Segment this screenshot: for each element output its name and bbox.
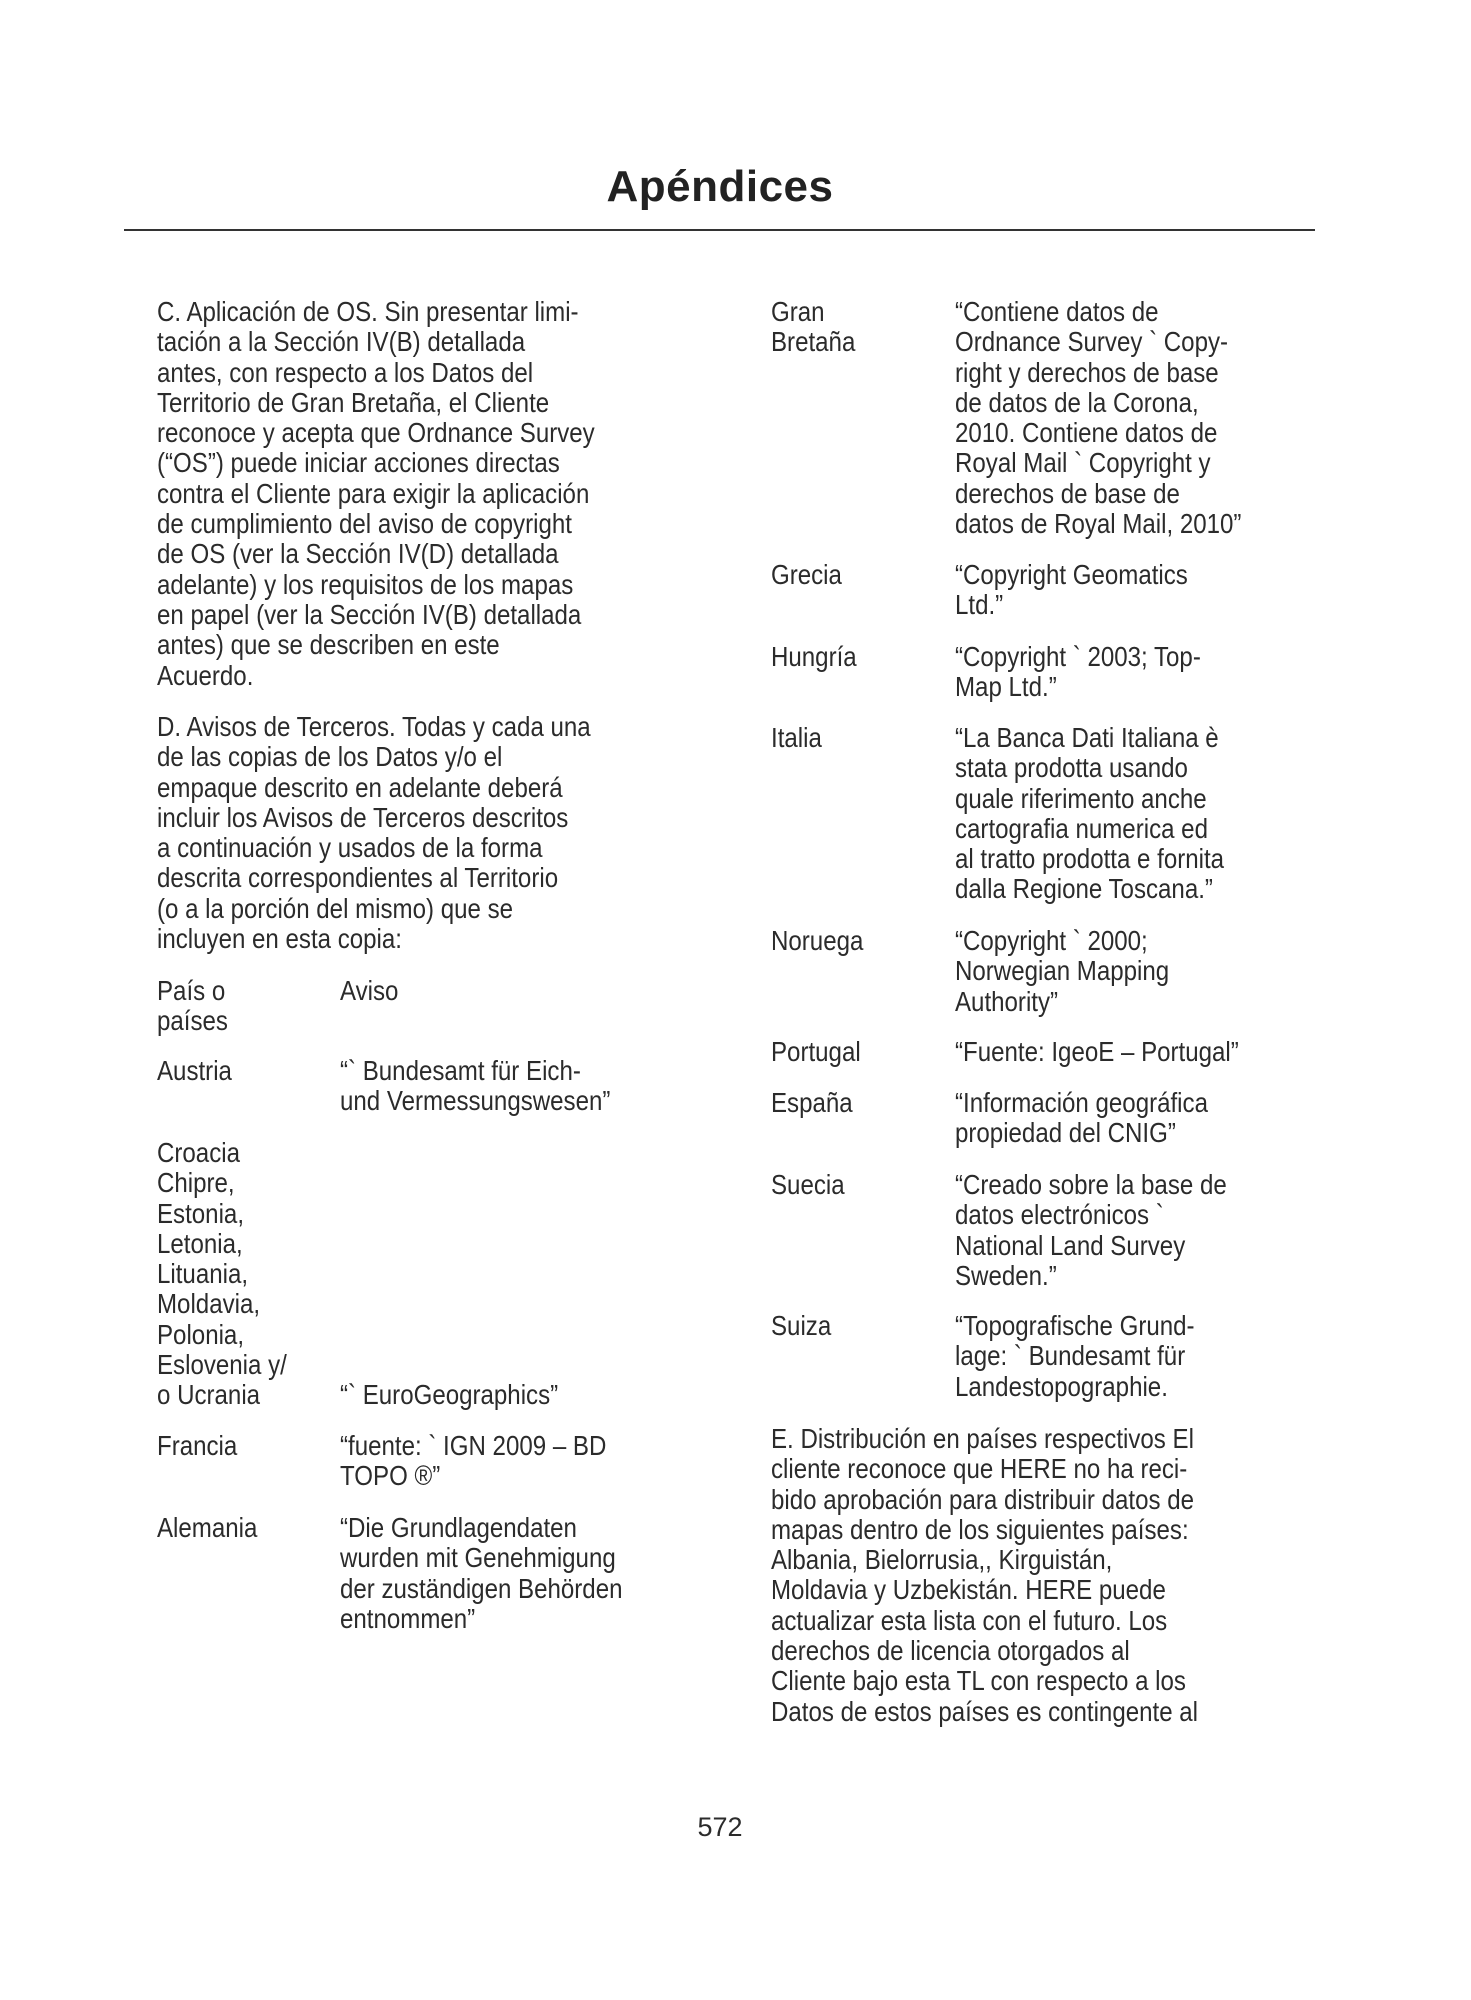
paragraph-e: E. Distribución en países respectivos El cliente reconoce que HERE no ha reci- bido aprobación para distribuir datos de mapas dentro de los siguientes países: Albania, Bielorrusia,, Kirguistán, Moldavia y Uzbekistán. HERE puede actualizar esta lista con el futuro. Los derechos de licencia otorgados al Cliente bajo esta TL con respecto a los Datos de estos países es contingente al — [771, 1423, 1199, 1727]
table-row-country: Suecia — [771, 1169, 845, 1200]
table-row-notice: “Die Grundlagendaten wurden mit Genehmigung der zuständigen Behörden entnommen” — [340, 1512, 623, 1634]
table-header-notice: Aviso — [340, 975, 399, 1006]
table-row-notice: “Copyright ` 2003; Top- Map Ltd.” — [955, 641, 1201, 703]
table-row-notice: “Creado sobre la base de datos electrónicos ` National Land Survey Sweden.” — [955, 1169, 1227, 1291]
table-row-notice: “fuente: ` IGN 2009 – BD TOPO ®” — [340, 1430, 607, 1492]
table-row-country: Alemania — [157, 1512, 258, 1543]
table-row-notice: “Copyright Geomatics Ltd.” — [955, 559, 1188, 621]
table-row-notice: “Copyright ` 2000; Norwegian Mapping Authority” — [955, 925, 1170, 1017]
table-row-country: Noruega — [771, 925, 864, 956]
table-row-country: España — [771, 1087, 853, 1118]
table-row-country: Austria — [157, 1055, 232, 1086]
table-row-country: Italia — [771, 722, 822, 753]
table-row-country: Gran Bretaña — [771, 296, 856, 358]
table-row-country: Grecia — [771, 559, 842, 590]
paragraph-c: C. Aplicación de OS. Sin presentar limi- tación a la Sección IV(B) detallada antes, con respecto a los Datos del Territorio de Gran Bretaña, el Cliente reconoce y acepta que Ordnance Survey (“OS”) puede iniciar acciones directas contra el Cliente para exigir la aplicación de cumplimiento del aviso de copyright de OS (ver la Sección IV(D) detallada adelante) y los requisitos de los mapas en papel (ver la Sección IV(B) detallada antes) que se describen en este Acuerdo. — [157, 296, 595, 691]
table-row-notice: “Contiene datos de Ordnance Survey ` Copy- right y derechos de base de datos de la Corona, 2010. Contiene datos de Royal Mail ` Copyright y derechos de base de datos de Royal Mail, 2010” — [955, 296, 1242, 540]
table-row-notice: “Topografische Grund- lage: ` Bundesamt für Landestopographie. — [955, 1310, 1195, 1402]
table-row-notice: “` Bundesamt für Eich- und Vermessungswesen” — [340, 1055, 611, 1117]
table-row-country: Hungría — [771, 641, 857, 672]
table-header-country: País o países — [157, 975, 228, 1037]
title-divider — [124, 229, 1315, 231]
table-row-notice: “La Banca Dati Italiana è stata prodotta usando quale riferimento anche cartografia numerica ed al tratto prodotta e fornita dalla Regione Toscana.” — [955, 722, 1225, 905]
table-row-country: Portugal — [771, 1036, 861, 1067]
page-title: Apéndices — [606, 162, 834, 211]
table-row-notice: “Información geográfica propiedad del CNIG” — [955, 1087, 1208, 1149]
table-row-country: Suiza — [771, 1310, 832, 1341]
paragraph-d: D. Avisos de Terceros. Todas y cada una de las copias de los Datos y/o el empaque descrito en adelante deberá incluir los Avisos de Terceros descritos a continuación y usados de la forma descrita correspondientes al Territorio (o a la porción del mismo) que se incluyen en esta copia: — [157, 711, 591, 955]
table-row-notice: “` EuroGeographics” — [340, 1379, 559, 1410]
table-row-country: Francia — [157, 1430, 238, 1461]
table-row-notice: “Fuente: IgeoE – Portugal” — [955, 1036, 1239, 1067]
table-row-country: Croacia Chipre, Estonia, Letonia, Lituania, Moldavia, Polonia, Eslovenia y/ o Ucrania — [157, 1137, 287, 1411]
page-number: 572 — [697, 1812, 743, 1842]
